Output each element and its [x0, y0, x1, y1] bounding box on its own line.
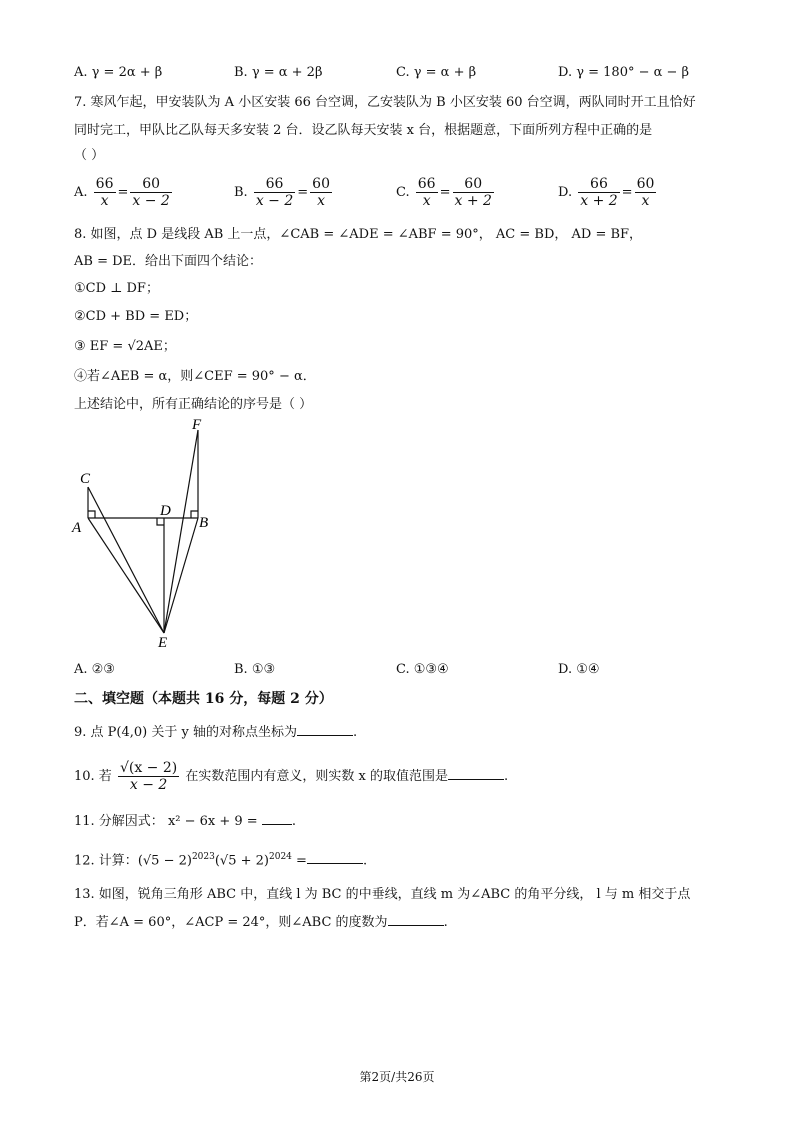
q8-option-c: C. ①③④	[396, 662, 449, 677]
frac-numerator: 60	[312, 176, 330, 192]
q12-equals: =	[296, 853, 307, 869]
point-label-f: F	[192, 417, 202, 433]
q10-text: 10. 若 $\frac{√(x - 2)}{x - 2}$ 在实数范围内有意义，则实数 x 的取值范围是 .	[74, 760, 509, 793]
q12-exponent1: 2023	[191, 852, 215, 862]
frac-numerator: 66	[95, 176, 114, 192]
segment-be	[164, 518, 198, 633]
segment-ce	[88, 487, 164, 633]
q7-option-d-label: D.	[558, 185, 573, 200]
q8-conclusion-1: ①CD ⊥ DF；	[74, 281, 159, 296]
q7-option-d: D. $\frac{66}{x + 2}$ = $\frac{60}{x}$	[558, 176, 655, 209]
q9-text: 9. 点 P(4,0) 关于 y 轴的对称点坐标为 .	[74, 725, 358, 740]
q11-text: 11. 分解因式： x² − 6x + 9 = .	[74, 814, 296, 829]
point-label-e: E	[158, 635, 168, 651]
frac-denominator: x	[641, 193, 650, 209]
q7-text-line2: 同时完工，甲队比乙队每天多安装 2 台．设乙队每天安装 x 台，根据题意，下面所列方程中正确的是	[74, 123, 653, 138]
q12-prefix: 12. 计算：	[74, 853, 138, 869]
point-label-b: B	[199, 515, 209, 531]
frac-numerator: 60	[636, 176, 655, 192]
page-number: 第2页/共26页	[359, 1070, 435, 1084]
q7-text-line3: （ ）	[74, 148, 105, 163]
right-angle-mark-b	[191, 511, 198, 518]
q10-suffix: 在实数范围内有意义，则实数 x 的取值范围是	[185, 769, 448, 784]
q13-prompt: P．若∠A = 60°，∠ACP = 24°，则∠ABC 的度数为	[74, 915, 388, 930]
point-label-d: D	[160, 503, 171, 519]
answer-blank[interactable]	[262, 812, 292, 825]
q8-option-b: B. ①③	[234, 662, 276, 677]
frac-numerator: √(x − 2)	[119, 760, 178, 776]
q10-prefix: 10. 若	[74, 769, 112, 784]
frac-numerator: 66	[578, 176, 619, 193]
q12-base1: (√5 − 2)	[137, 853, 192, 869]
q7-text-line1: 7. 寒风乍起，甲安装队为 A 小区安装 66 台空调，乙安装队为 B 小区安装 60 台空调，两队同时开工且恰好	[74, 95, 696, 110]
frac-numerator: 60	[130, 176, 171, 193]
answer-blank[interactable]	[307, 851, 363, 864]
segment-ae	[88, 518, 164, 633]
frac-denominator: x + 2	[454, 193, 492, 209]
section-heading-fill-in: 二、填空题（本题共 16 分，每题 2 分）	[74, 691, 333, 707]
q6-option-c: C. γ = α + β	[396, 65, 477, 80]
right-angle-mark-a	[88, 511, 95, 518]
q8-conclusion-2: ②CD + BD = ED；	[74, 309, 198, 324]
q6-option-a: A. γ = 2α + β	[74, 65, 163, 80]
q12-base2: (√5 + 2)	[214, 853, 269, 869]
q8-option-a: A. ②③	[74, 662, 115, 677]
q8-conclusion-3: ③ EF = √2AE；	[74, 339, 176, 354]
q8-text-line1: 8. 如图，点 D 是线段 AB 上一点，∠CAB = ∠ADE = ∠ABF = 90°， AC = BD， AD = BF，	[74, 227, 643, 242]
point-label-a: A	[72, 520, 82, 536]
q9-prompt: 9. 点 P(4,0) 关于 y 轴的对称点坐标为	[74, 725, 297, 740]
q8-text-line3: 上述结论中，所有正确结论的序号是（ ）	[74, 397, 313, 412]
q7-option-a: A. $\frac{66}{x}$ = $\frac{60}{x - 2}$	[74, 176, 170, 209]
q12-text: 12. 计算：$(√5 - 2)^{2023}(√5 + 2)^{2024}$ = .	[74, 852, 368, 869]
q7-option-c-label: C.	[396, 185, 410, 200]
q8-text-line2: AB = DE．给出下面四个结论：	[74, 254, 263, 269]
q7-option-b: B. $\frac{66}{x - 2}$ = $\frac{60}{x}$	[234, 176, 330, 209]
segment-fe	[164, 430, 198, 633]
frac-denominator: x + 2	[580, 193, 618, 209]
q7-option-b-label: B.	[234, 185, 248, 200]
q6-option-d: D. γ = 180° − α − β	[558, 65, 690, 80]
right-angle-mark-d	[157, 518, 164, 525]
q8-option-d: D. ①④	[558, 662, 600, 677]
frac-denominator: x	[317, 193, 326, 209]
frac-numerator: 66	[417, 176, 436, 192]
frac-numerator: 66	[254, 176, 295, 193]
q8-conclusion-4: ④若∠AEB = α，则∠CEF = 90° − α．	[74, 369, 316, 384]
q6-option-b: B. γ = α + 2β	[234, 65, 323, 80]
frac-denominator: x	[422, 193, 431, 209]
q11-prompt: 11. 分解因式： x² − 6x + 9 =	[74, 814, 258, 829]
answer-blank[interactable]	[388, 913, 444, 926]
frac-denominator: x − 2	[255, 193, 294, 209]
frac-numerator: 60	[453, 176, 494, 193]
q7-option-c: C. $\frac{66}{x}$ = $\frac{60}{x + 2}$	[396, 176, 492, 209]
q13-text-line1: 13. 如图，锐角三角形 ABC 中，直线 l 为 BC 的中垂线，直线 m 为∠ABC 的角平分线， l 与 m 相交于点	[74, 887, 691, 902]
q8-geometry-figure	[60, 415, 230, 655]
point-label-c: C	[80, 471, 91, 487]
q13-text-line2: P．若∠A = 60°，∠ACP = 24°，则∠ABC 的度数为 .	[74, 915, 448, 930]
q12-exponent2: 2024	[269, 852, 292, 862]
frac-denominator: x	[100, 193, 109, 209]
answer-blank[interactable]	[448, 767, 504, 780]
frac-denominator: x − 2	[129, 777, 168, 793]
q7-option-a-label: A.	[74, 185, 88, 200]
frac-denominator: x − 2	[132, 193, 170, 209]
answer-blank[interactable]	[297, 723, 353, 736]
